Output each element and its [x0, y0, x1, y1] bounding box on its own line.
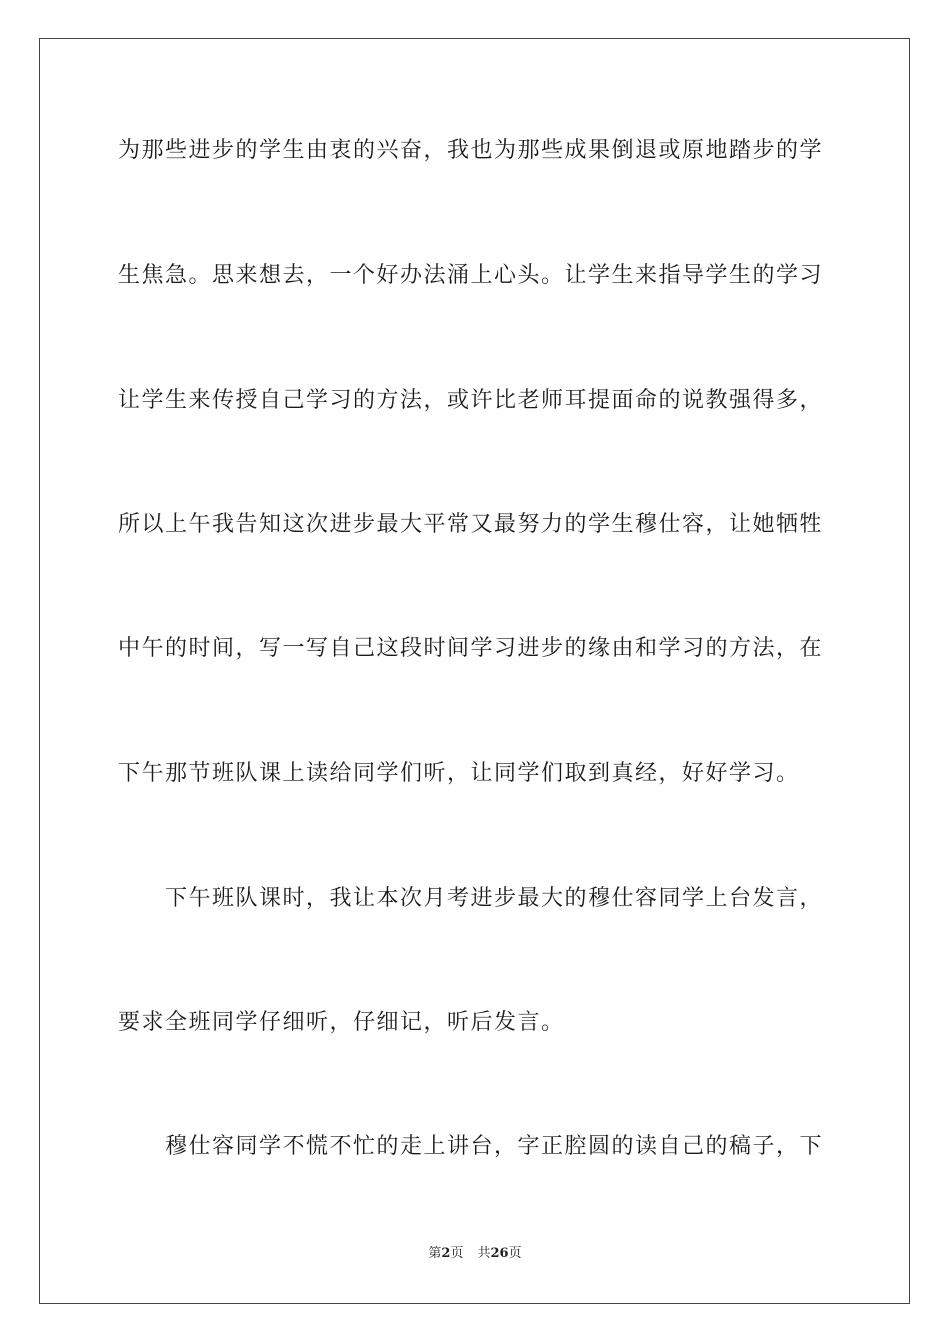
page-frame — [39, 38, 910, 1304]
text-line-4: 所以上午我告知这次进步最大平常又最努力的学生穆仕容，让她牺牲 — [118, 512, 824, 537]
text-line-3: 让学生来传授自己学习的方法，或许比老师耳提面命的说教强得多， — [118, 388, 824, 413]
footer-total-suffix: 页 — [508, 1246, 522, 1261]
text-line-2: 生焦急。思来想去，一个好办法涌上心头。让学生来指导学生的学习 — [118, 263, 824, 288]
text-line-6: 下午那节班队课上读给同学们听，让同学们取到真经，好好学习。 — [118, 761, 800, 786]
footer-total-prefix: 共 — [477, 1246, 491, 1261]
text-line-5: 中午的时间，写一写自己这段时间学习进步的缘由和学习的方法，在 — [118, 636, 824, 661]
text-line-8: 要求全班同学仔细听，仔细记，听后发言。 — [118, 1010, 565, 1035]
footer-page-number: 2 — [441, 1246, 451, 1261]
text-line-1: 为那些进步的学生由衷的兴奋，我也为那些成果倒退或原地踏步的学 — [118, 138, 824, 163]
text-line-9: 穆仕容同学不慌不忙的走上讲台，字正腔圆的读自己的稿子，下 — [165, 1134, 824, 1159]
footer-page-prefix: 第 — [428, 1246, 442, 1261]
text-line-7: 下午班队课时，我让本次月考进步最大的穆仕容同学上台发言， — [165, 886, 824, 911]
footer-total-pages: 26 — [490, 1246, 509, 1261]
page-footer — [0, 1246, 950, 1262]
footer-page-suffix: 页 — [450, 1246, 464, 1261]
